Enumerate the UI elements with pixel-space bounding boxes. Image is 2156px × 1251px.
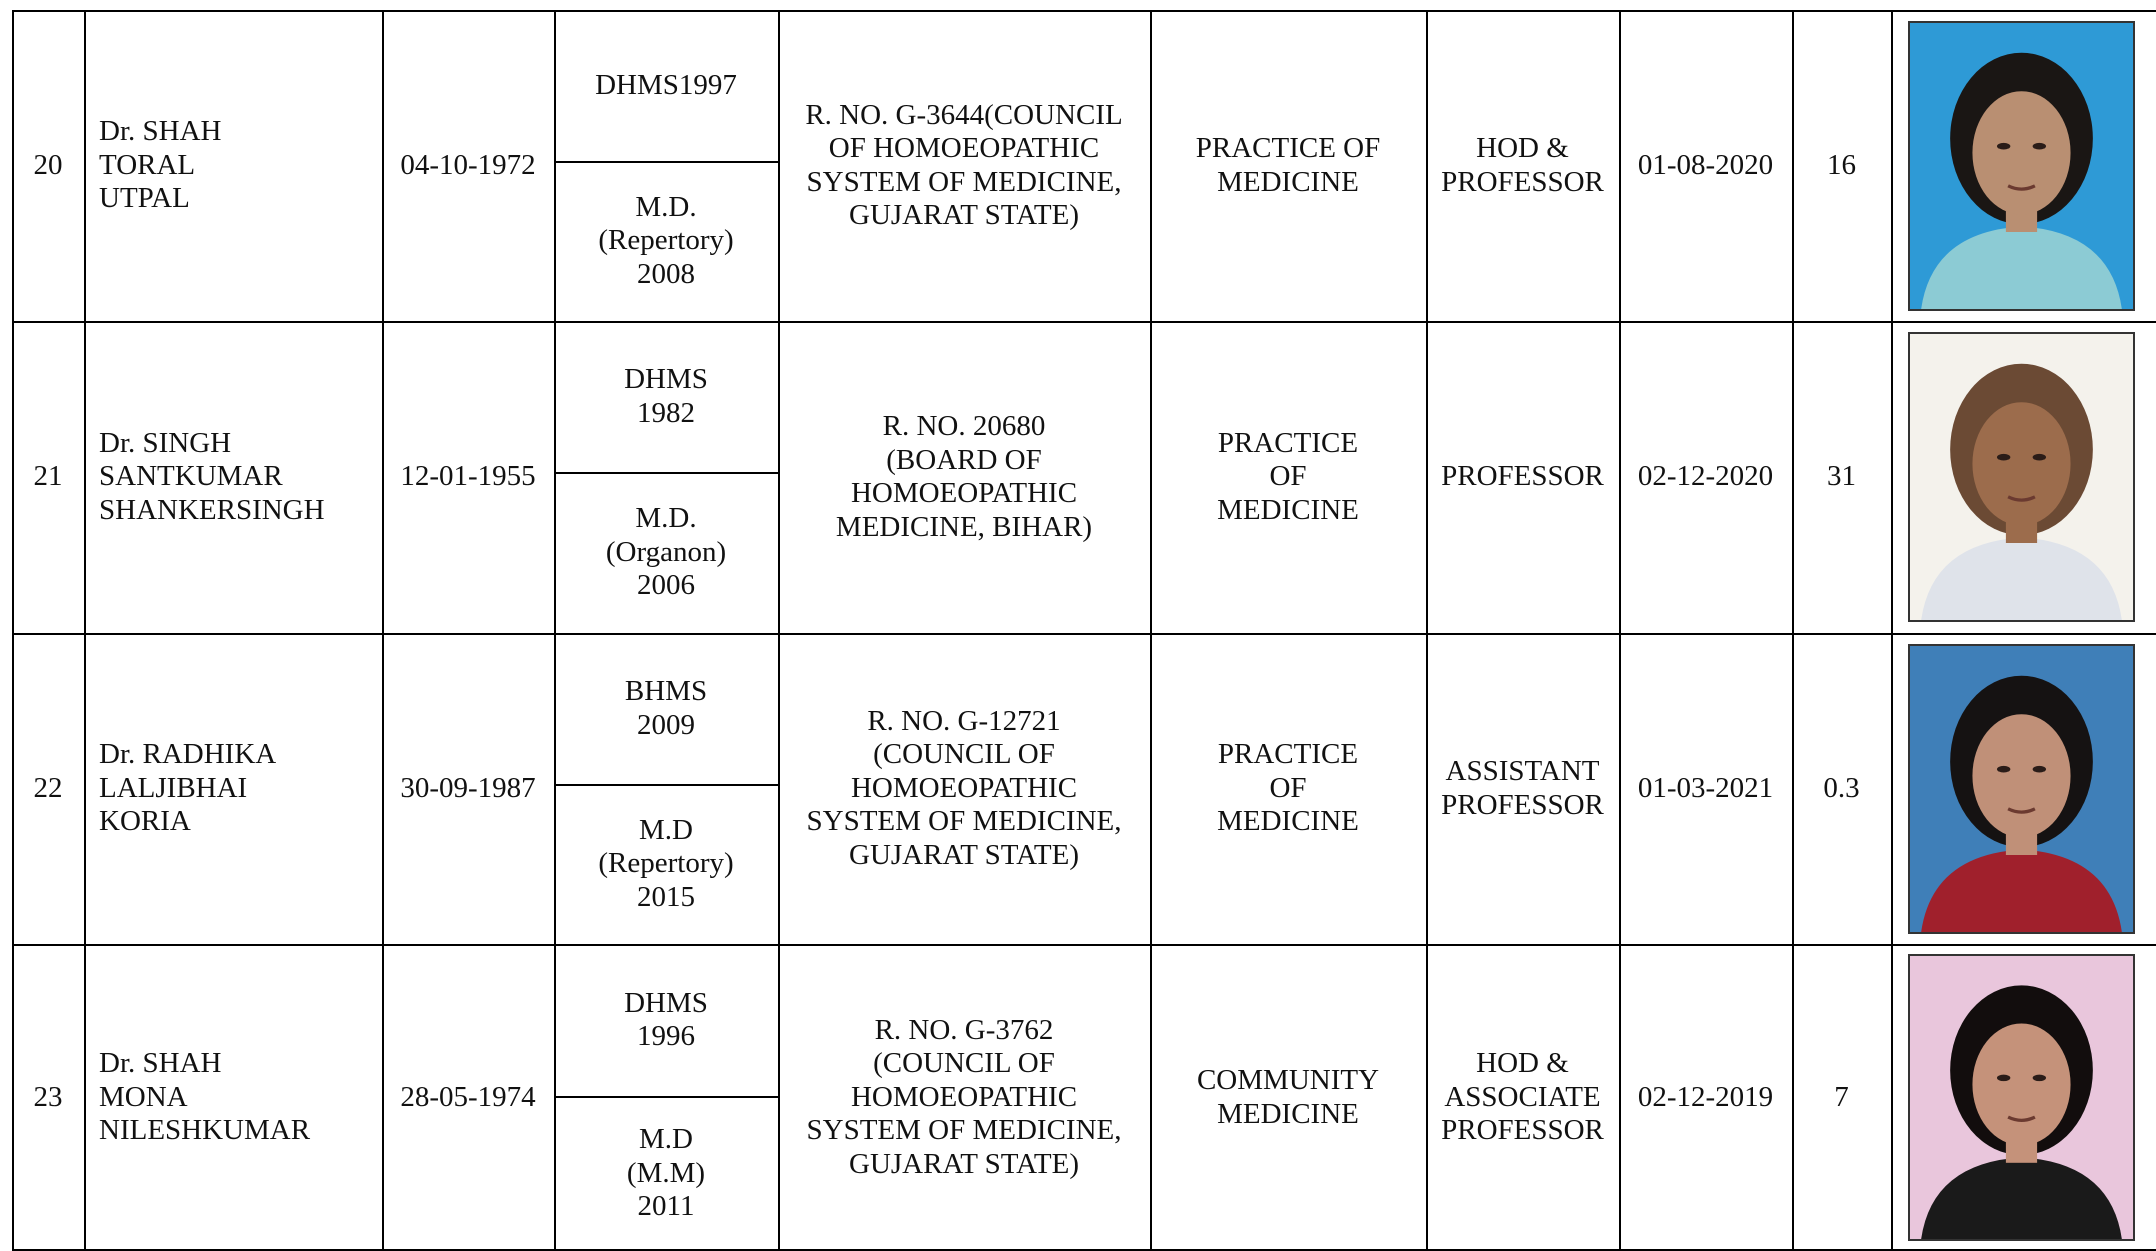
joining-date-cell-text: 01-08-2020 [1637,148,1774,181]
qualification-degree-2-cell [554,161,778,321]
qualification-degree-1-cell [554,944,778,1096]
faculty-photo [1908,21,2135,311]
experience-cell-text: 7 [1834,1080,1849,1113]
registration-cell-text: R. NO. G-12721 (COUNCIL OF HOMOEOPATHIC SYSTEM OF MEDICINE, GUJARAT STATE) [806,704,1122,871]
department-cell-text: PRACTICE OF MEDICINE [1217,426,1359,526]
registration-cell-text: R. NO. G-3762 (COUNCIL OF HOMOEOPATHIC SYSTEM OF MEDICINE, GUJARAT STATE) [806,1013,1122,1180]
qualification-degree-2-cell-text: M.D (Repertory) 2015 [598,813,734,913]
experience-cell [1792,10,1891,321]
department-cell-text: PRACTICE OF MEDICINE [1217,738,1359,838]
column-divider [1891,10,1893,1251]
designation-cell-text: HOD & ASSOCIATE PROFESSOR [1441,1047,1604,1147]
sr-no-cell-text: 23 [33,1080,63,1113]
qualification-degree-1-cell-text: DHMS 1982 [624,363,708,429]
sr-no-cell [12,321,84,633]
qualification-degree-2-cell-text: M.D. (Organon) 2006 [605,502,727,602]
name-cell [84,321,382,633]
department-cell [1150,944,1426,1251]
registration-cell [778,633,1150,944]
column-divider [1426,10,1428,1251]
qualification-divider [554,161,778,163]
name-cell [84,944,382,1251]
dob-cell-text: 30-09-1987 [400,771,536,804]
qualification-degree-2-cell [554,784,778,944]
joining-date-cell-text: 01-03-2021 [1637,771,1774,804]
department-cell [1150,633,1426,944]
column-divider [1792,10,1794,1251]
experience-cell [1792,321,1891,633]
name-cell-text: Dr. SINGH SANTKUMAR SHANKERSINGH [99,426,325,526]
experience-cell [1792,633,1891,944]
qualification-degree-1-cell-text: DHMS 1996 [624,986,708,1052]
qualification-degree-2-cell [554,472,778,633]
column-divider [84,10,86,1251]
faculty-photo [1908,332,2135,622]
joining-date-cell [1619,321,1792,633]
qualification-degree-1-cell [554,10,778,161]
dob-cell [382,944,554,1251]
designation-cell-text: PROFESSOR [1441,460,1604,493]
column-divider [778,10,780,1251]
designation-cell [1426,321,1619,633]
dob-cell-text: 04-10-1972 [400,148,536,181]
joining-date-cell-text: 02-12-2020 [1637,460,1774,493]
dob-cell-text: 12-01-1955 [400,460,536,493]
designation-cell-text: ASSISTANT PROFESSOR [1441,755,1604,821]
joining-date-cell [1619,633,1792,944]
qualification-divider [554,472,778,474]
column-divider [554,10,556,1251]
qualification-degree-2-cell-text: M.D (M.M) 2011 [626,1123,706,1223]
row-divider [12,633,2156,635]
experience-cell-text: 16 [1827,148,1856,181]
sr-no-cell [12,10,84,321]
experience-cell-text: 0.3 [1823,771,1860,804]
designation-cell [1426,10,1619,321]
row-divider [12,944,2156,946]
designation-cell-text: HOD & PROFESSOR [1441,132,1604,198]
row-divider [12,10,2156,12]
registration-cell-text: R. NO. G-3644(COUNCIL OF HOMOEOPATHIC SYSTEM OF MEDICINE, GUJARAT STATE) [805,98,1123,231]
qualification-degree-2-cell [554,1096,778,1251]
qualification-degree-2-cell-text: M.D. (Repertory) 2008 [598,190,734,290]
dob-cell [382,10,554,321]
joining-date-cell [1619,944,1792,1251]
name-cell-text: Dr. RADHIKA LALJIBHAI KORIA [99,738,277,838]
designation-cell [1426,944,1619,1251]
sr-no-cell-text: 22 [33,771,63,804]
dob-cell [382,633,554,944]
designation-cell [1426,633,1619,944]
registration-cell [778,10,1150,321]
department-cell [1150,10,1426,321]
sr-no-cell-text: 21 [33,460,63,493]
faculty-photo [1908,954,2135,1241]
faculty-photo [1908,644,2135,934]
joining-date-cell-text: 02-12-2019 [1637,1080,1774,1113]
dob-cell-text: 28-05-1974 [400,1080,536,1113]
column-divider [1150,10,1152,1251]
registration-cell [778,944,1150,1251]
row-divider [12,321,2156,323]
joining-date-cell [1619,10,1792,321]
qualification-divider [554,1096,778,1098]
department-cell [1150,321,1426,633]
qualification-degree-1-cell [554,633,778,784]
column-divider [1619,10,1621,1251]
name-cell-text: Dr. SHAH MONA NILESHKUMAR [99,1047,311,1147]
experience-cell-text: 31 [1827,460,1856,493]
department-cell-text: PRACTICE OF MEDICINE [1195,132,1381,198]
name-cell [84,10,382,321]
qualification-degree-1-cell-text: BHMS 2009 [624,675,708,741]
department-cell-text: COMMUNITY MEDICINE [1196,1064,1380,1130]
qualification-degree-1-cell [554,321,778,472]
name-cell [84,633,382,944]
dob-cell [382,321,554,633]
qualification-divider [554,784,778,786]
registration-cell [778,321,1150,633]
qualification-degree-1-cell-text: DHMS1997 [595,68,737,101]
name-cell-text: Dr. SHAH TORAL UTPAL [99,115,222,215]
column-divider [12,10,14,1251]
sr-no-cell [12,944,84,1251]
sr-no-cell-text: 20 [33,148,63,181]
sr-no-cell [12,633,84,944]
column-divider [382,10,384,1251]
registration-cell-text: R. NO. 20680 (BOARD OF HOMOEOPATHIC MEDICINE, BIHAR) [835,410,1093,543]
experience-cell [1792,944,1891,1251]
